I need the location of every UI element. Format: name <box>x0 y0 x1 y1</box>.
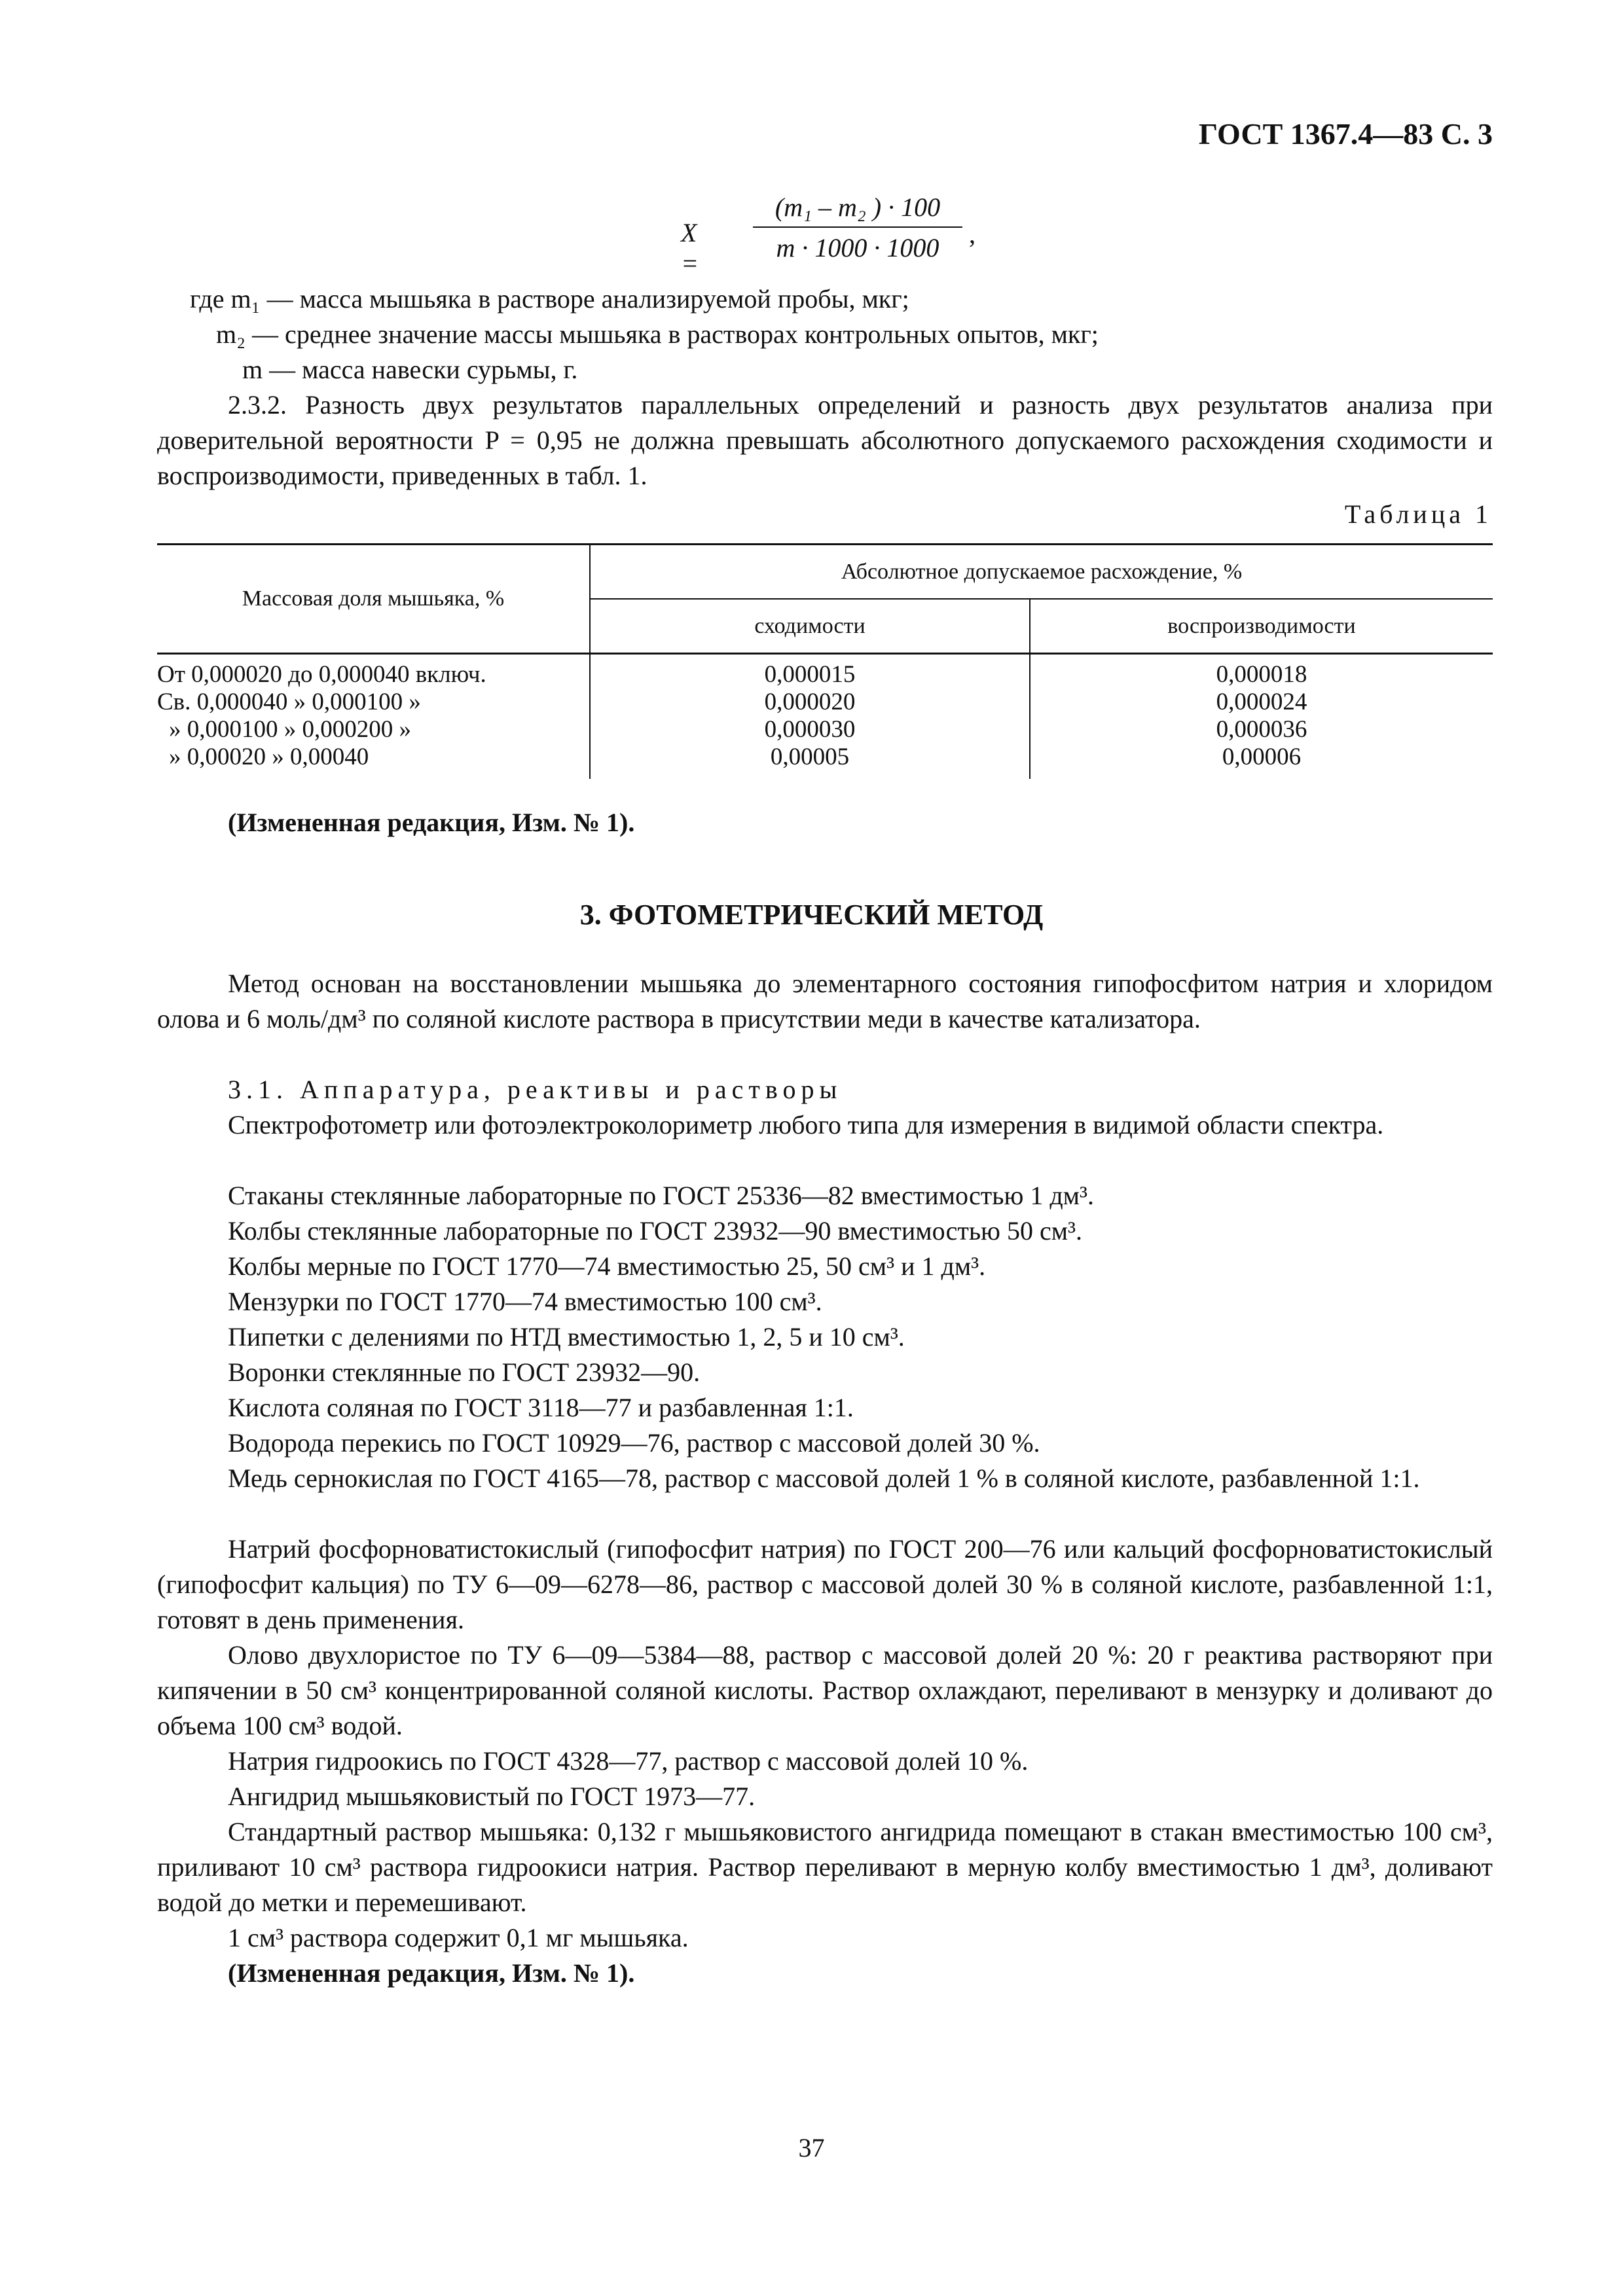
item-arsenic-anhydride: Ангидрид мышьяковистый по ГОСТ 1973—77. <box>228 1782 756 1811</box>
table-header-reproducibility: воспроизводимости <box>1030 599 1493 654</box>
item-beakers: Стаканы стеклянные лабораторные по ГОСТ 25336—82 вместимостью 1 дм³. <box>228 1181 1094 1210</box>
formula-numerator: (m₁ – m₂ ) · 100 <box>775 192 941 222</box>
item-hydrogen-peroxide: Водорода перекись по ГОСТ 10929—76, раствор с массовой долей 30 %. <box>228 1428 1040 1458</box>
cell-reproducibility: 0,000018 <box>1216 661 1307 688</box>
amendment-note-1: (Измененная редакция, Изм. № 1). <box>228 808 635 837</box>
table-row <box>157 716 1493 744</box>
cell-convergence: 0,000020 <box>590 689 1030 716</box>
item-sodium-hydroxide: Натрия гидроокись по ГОСТ 4328—77, раствор с массовой долей 10 %. <box>228 1746 1029 1776</box>
item-volumetric-flasks: Колбы мерные по ГОСТ 1770—74 вместимостью 25, 50 см³ и 1 дм³. <box>228 1251 986 1281</box>
formula-denominator: m · 1000 · 1000 <box>776 233 939 262</box>
table-row <box>157 689 1493 716</box>
cell-convergence: 0,00005 <box>590 744 1030 779</box>
cell-reproducibility: 0,000036 <box>1216 716 1307 743</box>
cell-range: » 0,00020 » 0,00040 <box>157 744 590 779</box>
definition-3: m — масса навески сурьмы, г. <box>242 355 578 384</box>
table-header-group: Абсолютное допускаемое расхождение, % <box>590 545 1493 600</box>
item-tin-chloride: Олово двухлористое по ТУ 6—09—5384—88, раствор с массовой долей 20 %: 20 г реактива растворяют при кипячении в 50 см³ концентрированной соляной кислоты. Раствор охлаждают, переливают в мензурку и доливают до объема 100 см³ водой. <box>157 1640 1493 1740</box>
formula-fraction <box>753 191 962 264</box>
item-copper-sulfate: Медь сернокислая по ГОСТ 4165—78, раствор с массовой долей 1 % в соляной кислоте, разбавленной 1:1. <box>228 1463 1420 1493</box>
amendment-note-2: (Измененная редакция, Изм. № 1). <box>228 1958 635 1988</box>
item-standard-solution: Стандартный раствор мышьяка: 0,132 г мышьяковистого ангидрида помещают в стакан вместимостью 100 см³, приливают 10 см³ раствора гидроокиси натрия. Раствор переливают в мерную колбу вместимостью 1 дм³, доливают водой до метки и перемешивают. <box>157 1817 1493 1917</box>
item-solution-content: 1 см³ раствора содержит 0,1 мг мышьяка. <box>228 1923 689 1952</box>
paragraph-2-3-2: 2.3.2. Разность двух результатов параллельных определений и разность двух результатов анализа при доверительной вероятности P = 0,95 не должна превышать абсолютного допускаемого расхождения сходимости и воспроизводимости, приведенных в табл. 1. <box>157 390 1493 490</box>
item-cylinders: Мензурки по ГОСТ 1770—74 вместимостью 100 см³. <box>228 1287 822 1316</box>
item-sodium-hypophosphite: Натрий фосфорноватистокислый (гипофосфит натрия) по ГОСТ 200—76 или кальций фосфорноватистокислый (гипофосфит кальция) по ТУ 6—09—6278—86, раствор с массовой долей 30 % в соляной кислоте, разбавленной 1:1, готовят в день применения. <box>157 1534 1493 1634</box>
cell-reproducibility: 0,000024 <box>1216 689 1307 715</box>
method-intro: Метод основан на восстановлении мышьяка до элементарного состояния гипофосфитом натрия и хлоридом олова и 6 моль/дм³ по соляной кислоте раствора в присутствии меди в качестве катализатора. <box>157 969 1493 1033</box>
definition-1: где m₁ — масса мышьяка в растворе анализируемой пробы, мкг; <box>190 284 909 314</box>
section-title: 3. ФОТОМЕТРИЧЕСКИЙ МЕТОД <box>579 899 1044 931</box>
table-header-convergence: сходимости <box>590 599 1030 654</box>
cell-range: От 0,000020 до 0,000040 включ. <box>157 654 590 689</box>
table-caption: Таблица 1 <box>1344 499 1492 529</box>
item-flasks: Колбы стеклянные лабораторные по ГОСТ 23932—90 вместимостью 50 см³. <box>228 1216 1082 1246</box>
formula-lhs: X = <box>681 218 699 278</box>
cell-range: Св. 0,000040 » 0,000100 » <box>157 689 590 716</box>
page-number: 37 <box>798 2133 825 2162</box>
fraction-bar <box>753 226 962 228</box>
definition-2: m₂ — среднее значение массы мышьяка в растворах контрольных опытов, мкг; <box>216 319 1099 349</box>
table-row <box>157 744 1493 779</box>
page-header: ГОСТ 1367.4—83 С. 3 <box>1198 117 1493 151</box>
cell-reproducibility: 0,00006 <box>1222 744 1302 770</box>
table-header-mass-fraction: Массовая доля мышьяка, % <box>157 545 590 654</box>
tolerance-table <box>157 543 1493 779</box>
table-row <box>157 654 1493 689</box>
item-hydrochloric-acid: Кислота соляная по ГОСТ 3118—77 и разбавленная 1:1. <box>228 1393 854 1422</box>
cell-range: » 0,000100 » 0,000200 » <box>157 716 590 744</box>
item-spectrophotometer: Спектрофотометр или фотоэлектроколориметр любого типа для измерения в видимой области спектра. <box>228 1110 1384 1139</box>
formula-comma: , <box>969 219 976 249</box>
subsection-title: 3.1. Аппаратура, реактивы и растворы <box>228 1075 843 1104</box>
cell-convergence: 0,000015 <box>590 654 1030 689</box>
cell-convergence: 0,000030 <box>590 716 1030 744</box>
item-funnels: Воронки стеклянные по ГОСТ 23932—90. <box>228 1357 701 1387</box>
item-pipettes: Пипетки с делениями по НТД вместимостью 1, 2, 5 и 10 см³. <box>228 1322 905 1352</box>
